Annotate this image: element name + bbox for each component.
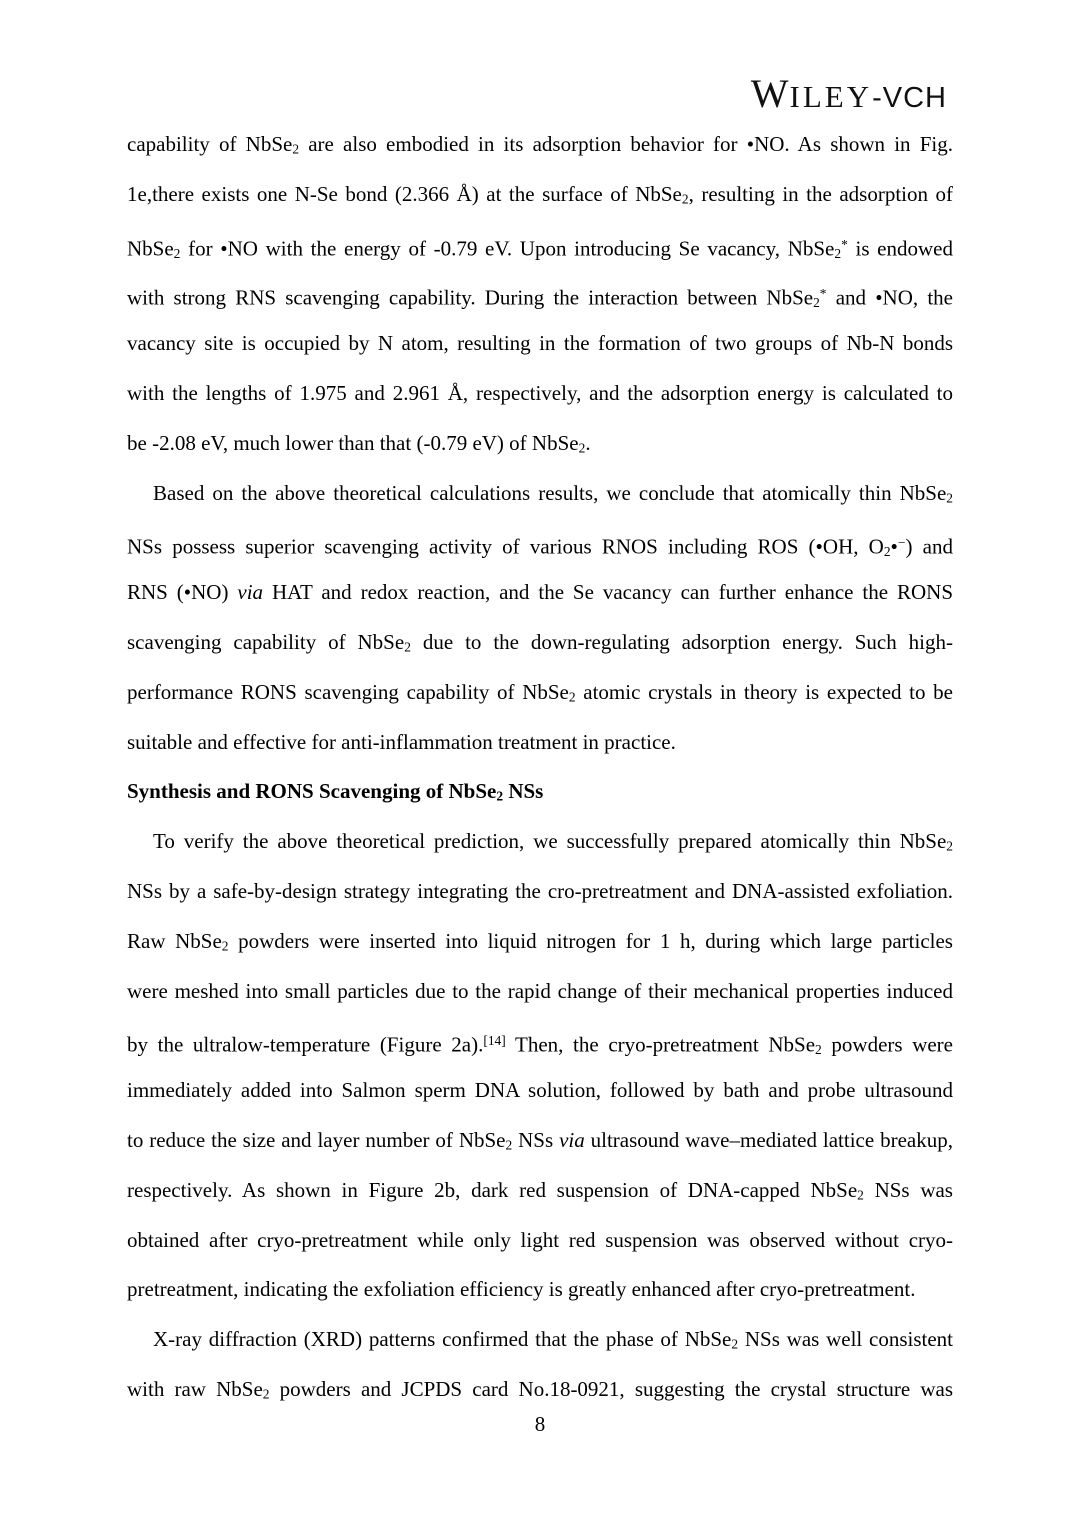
text-line — [127, 518, 953, 568]
text-run: ) and — [905, 535, 953, 560]
text-line — [127, 170, 953, 220]
text-line — [127, 1166, 953, 1216]
text-line — [127, 220, 953, 270]
text-run: atomic crystals in theory is expected to be — [575, 679, 954, 704]
subscript: 2 — [262, 1386, 270, 1402]
text-run: ultrasound wave–mediated lattice breakup, — [584, 1127, 953, 1152]
paragraph — [127, 469, 953, 768]
text-run: , resulting in the adsorption of — [688, 181, 953, 206]
italic-text: via — [237, 580, 264, 605]
text-run: were meshed into small particles due to the rapid change of their mechanical properties induced — [127, 978, 953, 1003]
text-run: suitable and effective for anti-inflammation treatment in practice. — [127, 729, 676, 754]
text-run: Then, the cryo-pretreatment NbSe — [505, 1033, 816, 1058]
paragraph — [127, 817, 953, 1315]
text-run: NSs — [512, 1127, 560, 1152]
text-line — [127, 369, 953, 419]
text-run: respectively. As shown in Figure 2b, dark red suspension of DNA-capped NbSe — [127, 1177, 858, 1202]
text-run: is endowed — [847, 236, 953, 261]
logo-wiley-rest: ILEY — [789, 79, 873, 114]
text-line — [127, 120, 953, 170]
subscript: 2 — [946, 489, 953, 505]
text-run: Synthesis and RONS Scavenging of NbSe — [127, 779, 497, 804]
text-run: are also embodied in its adsorption behavior for •NO. As shown in Fig. — [299, 132, 953, 156]
subscript: 2 — [173, 245, 181, 261]
text-run: NbSe — [127, 236, 174, 261]
text-run: HAT and redox reaction, and the Se vacancy can further enhance the RONS — [263, 580, 953, 605]
text-run: with raw NbSe — [127, 1376, 263, 1401]
text-line — [127, 767, 953, 817]
text-run: obtained after cryo-pretreatment while only light red suspension was observed without cryo- — [127, 1227, 953, 1252]
logo-wiley-initial: W — [750, 71, 790, 116]
text-run: performance RONS scavenging capability of NbSe — [127, 679, 569, 704]
text-run: NSs possess superior scavenging activity of various RNOS including ROS (•OH, O — [127, 535, 884, 560]
text-line — [127, 718, 953, 768]
text-run: powders were inserted into liquid nitrogen for 1 h, during which large particles — [228, 928, 953, 953]
text-line — [127, 1216, 953, 1266]
subscript: 2 — [731, 1336, 739, 1352]
text-run: and •NO, the — [826, 286, 953, 311]
text-run: NSs — [503, 779, 544, 804]
text-run: powders were — [821, 1033, 953, 1058]
text-run: powders and JCPDS card No.18-0921, suggesting the crystal structure was — [269, 1376, 953, 1401]
text-run: RNS (•NO) — [127, 580, 238, 605]
subscript: 2 — [578, 440, 586, 456]
subscript: 2 — [815, 1042, 822, 1058]
text-run: to reduce the size and layer number of NbSe — [127, 1127, 506, 1152]
manuscript-body — [127, 120, 953, 1415]
text-line — [127, 419, 953, 469]
subscript: 2 — [883, 544, 891, 560]
text-run: capability of NbSe — [127, 132, 293, 156]
text-line — [127, 1315, 953, 1365]
paragraph — [127, 1315, 953, 1415]
subscript: 2 — [404, 639, 411, 655]
page-number: 8 — [534, 1412, 546, 1436]
subscript: 2 — [946, 838, 953, 854]
section-heading — [127, 767, 953, 817]
text-line — [127, 917, 953, 967]
subscript: 2 — [221, 938, 229, 954]
text-run: by the ultralow-temperature (Figure 2a). — [127, 1033, 484, 1058]
paragraph — [127, 120, 953, 469]
text-run: Based on the above theoretical calculations results, we conclude that atomically thin NbSe — [153, 480, 947, 505]
text-line — [127, 817, 953, 867]
text-run: immediately added into Salmon sperm DNA solution, followed by bath and probe ultrasound — [127, 1078, 953, 1103]
text-run: pretreatment, indicating the exfoliation efficiency is greatly enhanced after cryo-pretreatment. — [127, 1277, 916, 1302]
text-line — [127, 1365, 953, 1415]
superscript: * — [841, 236, 848, 252]
text-run: be -2.08 eV, much lower than that (-0.79 eV) of NbSe — [127, 430, 579, 455]
superscript: [14] — [483, 1033, 506, 1049]
subscript: 2 — [505, 1137, 513, 1153]
text-run: vacancy site is occupied by N atom, resulting in the formation of two groups of Nb-N bonds — [127, 331, 953, 356]
text-line — [127, 618, 953, 668]
text-run: due to the down-regulating adsorption energy. Such high- — [410, 629, 953, 654]
text-run: To verify the above theoretical prediction, we successfully prepared atomically thin NbSe — [153, 829, 947, 854]
text-run: Raw NbSe — [127, 928, 222, 953]
text-run: NSs was — [863, 1177, 953, 1202]
subscript: 2 — [834, 245, 842, 261]
italic-text: via — [559, 1127, 585, 1152]
text-line — [127, 469, 953, 519]
text-line — [127, 867, 953, 917]
text-line — [127, 668, 953, 718]
text-run: with strong RNS scavenging capability. During the interaction between NbSe — [127, 286, 814, 311]
text-run: for •NO with the energy of -0.79 eV. Upon introducing Se vacancy, NbSe — [180, 236, 835, 261]
text-line — [127, 1016, 953, 1066]
text-line — [127, 319, 953, 369]
text-run: • — [890, 535, 898, 560]
text-run: NSs was well consistent — [738, 1327, 953, 1352]
subscript: 2 — [496, 788, 504, 804]
text-line — [127, 1265, 953, 1315]
text-line — [127, 967, 953, 1017]
logo-vch: -VCH — [872, 82, 947, 114]
text-run: 1e,there exists one N-Se bond (2.366 Å) at the surface of NbSe — [127, 181, 682, 206]
subscript: 2 — [292, 141, 300, 157]
subscript: 2 — [681, 191, 689, 207]
text-run: . — [585, 430, 591, 455]
text-line — [127, 568, 953, 618]
text-run: with the lengths of 1.975 and 2.961 Å, respectively, and the adsorption energy is calculated to — [127, 380, 953, 405]
superscript: * — [819, 286, 827, 302]
text-run: NSs by a safe-by-design strategy integrating the cro-pretreatment and DNA-assisted exfoliation. — [127, 878, 953, 903]
text-line — [127, 1066, 953, 1116]
text-line — [127, 269, 953, 319]
wiley-vch-logo — [750, 71, 947, 116]
subscript: 2 — [857, 1187, 864, 1203]
text-line — [127, 1116, 953, 1166]
superscript: − — [897, 535, 906, 551]
text-run: scavenging capability of NbSe — [127, 629, 405, 654]
subscript: 2 — [813, 295, 820, 311]
subscript: 2 — [568, 689, 576, 705]
text-run: X-ray diffraction (XRD) patterns confirmed that the phase of NbSe — [153, 1327, 732, 1352]
